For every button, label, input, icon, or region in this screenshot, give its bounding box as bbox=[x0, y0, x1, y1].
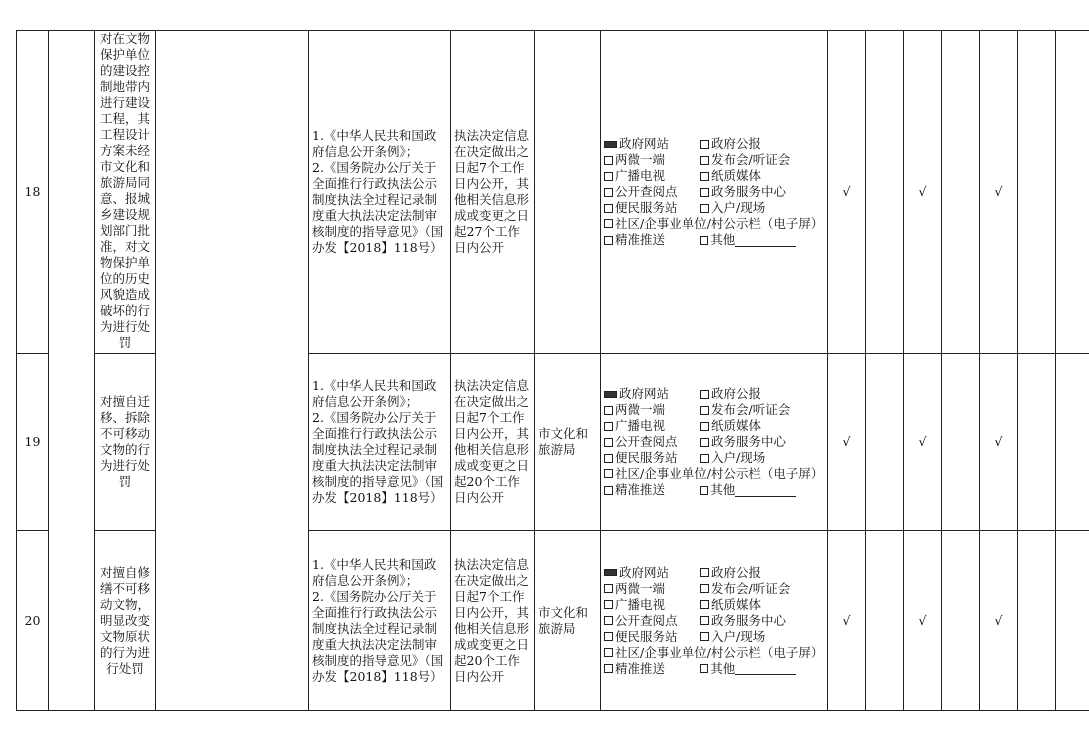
checkbox-icon bbox=[700, 188, 709, 197]
checkbox-icon bbox=[700, 204, 709, 213]
checkbox-icon bbox=[700, 172, 709, 181]
row-number: 18 bbox=[17, 31, 49, 354]
checkbox-icon bbox=[700, 438, 709, 447]
checkbox-icon bbox=[700, 664, 708, 673]
empty-cell bbox=[942, 31, 980, 354]
checkbox-icon bbox=[604, 156, 613, 165]
item-name: 对擅自迁移、拆除不可移动文物的行为进行处罚 bbox=[95, 354, 156, 531]
checked-box-icon bbox=[604, 391, 617, 398]
table-row bbox=[17, 31, 1089, 354]
checkbox-icon bbox=[604, 422, 613, 431]
checkbox-icon bbox=[604, 188, 613, 197]
empty-cell bbox=[1056, 354, 1089, 531]
checkbox-icon bbox=[604, 616, 613, 625]
checkbox-icon bbox=[700, 406, 709, 415]
checked-box-icon bbox=[604, 141, 617, 148]
check-mark: √ bbox=[904, 31, 942, 354]
channel-list: 政府网站 政府公报 两微一端 发布会/听证会 广播电视 纸质媒体 公开查阅点 政务服务中心 便民服务站 入户/现场 社区/企事业单位/村公示栏（电子屏） 精准推送 其他 bbox=[601, 31, 828, 354]
category-cell bbox=[49, 31, 95, 711]
checkbox-icon bbox=[700, 584, 709, 593]
time-limit: 执法决定信息在决定做出之日起7个工作日内公开，其他相关信息形成或变更之日起27个工作日内公开 bbox=[451, 31, 535, 354]
empty-cell bbox=[1018, 531, 1056, 711]
checkbox-icon bbox=[604, 600, 613, 609]
checkbox-icon bbox=[700, 422, 709, 431]
checkbox-icon bbox=[604, 219, 613, 228]
empty-cell bbox=[1018, 31, 1056, 354]
check-mark: √ bbox=[980, 31, 1018, 354]
checked-box-icon bbox=[604, 569, 617, 576]
checkbox-icon bbox=[604, 632, 613, 641]
empty-cell bbox=[1018, 354, 1056, 531]
checkbox-icon bbox=[700, 236, 708, 245]
row-number: 20 bbox=[17, 531, 49, 711]
law-basis: 1.《中华人民共和国政府信息公开条例》； 2.《国务院办公厅关于全面推行行政执法公示制度执法全过程记录制度重大执法决定法制审核制度的指导意见》（国办发【2018】118号） bbox=[309, 531, 451, 711]
empty-cell bbox=[942, 354, 980, 531]
check-mark: √ bbox=[828, 354, 866, 531]
empty-cell bbox=[866, 354, 904, 531]
department: 市文化和旅游局 bbox=[535, 354, 601, 531]
checkbox-icon bbox=[700, 486, 708, 495]
time-limit: 执法决定信息在决定做出之日起7个工作日内公开，其他相关信息形成或变更之日起20个工作日内公开 bbox=[451, 354, 535, 531]
time-limit: 执法决定信息在决定做出之日起7个工作日内公开，其他相关信息形成或变更之日起20个工作日内公开 bbox=[451, 531, 535, 711]
empty-cell bbox=[866, 31, 904, 354]
check-mark: √ bbox=[828, 531, 866, 711]
empty-cell bbox=[1056, 531, 1089, 711]
checkbox-icon bbox=[604, 486, 613, 495]
checkbox-icon bbox=[604, 664, 613, 673]
checkbox-icon bbox=[700, 568, 709, 577]
check-mark: √ bbox=[980, 531, 1018, 711]
checkbox-icon bbox=[604, 469, 613, 478]
item-name: 对擅自修缮不可移动文物，明显改变文物原状的行为进行处罚 bbox=[95, 531, 156, 711]
channel-list: 政府网站 政府公报 两微一端 发布会/听证会 广播电视 纸质媒体 公开查阅点 政务服务中心 便民服务站 入户/现场 社区/企事业单位/村公示栏（电子屏） 精准推送 其他 bbox=[601, 354, 828, 531]
checkbox-icon bbox=[700, 632, 709, 641]
checkbox-icon bbox=[604, 236, 613, 245]
checkbox-icon bbox=[604, 204, 613, 213]
checkbox-icon bbox=[700, 616, 709, 625]
checkbox-icon bbox=[604, 172, 613, 181]
law-basis: 1.《中华人民共和国政府信息公开条例》； 2.《国务院办公厅关于全面推行行政执法公示制度执法全过程记录制度重大执法决定法制审核制度的指导意见》（国办发【2018】118号） bbox=[309, 354, 451, 531]
department: 市文化和旅游局 bbox=[535, 531, 601, 711]
empty-cell bbox=[866, 531, 904, 711]
department bbox=[535, 31, 601, 354]
empty-cell bbox=[1056, 31, 1089, 354]
item-name: 对在文物保护单位的建设控制地带内进行建设工程，其工程设计方案未经市文化和旅游局同意、报城乡建设规划部门批准，对文物保护单位的历史风貌造成破坏的行为进行处罚 bbox=[95, 31, 156, 354]
empty-cell bbox=[942, 531, 980, 711]
checkbox-icon bbox=[700, 140, 709, 149]
check-mark: √ bbox=[904, 531, 942, 711]
basis-cell bbox=[156, 31, 309, 711]
checkbox-icon bbox=[604, 454, 613, 463]
checkbox-icon bbox=[700, 156, 709, 165]
checkbox-icon bbox=[604, 648, 613, 657]
disclosure-table bbox=[16, 30, 1089, 711]
checkbox-icon bbox=[700, 454, 709, 463]
law-basis: 1.《中华人民共和国政府信息公开条例》； 2.《国务院办公厅关于全面推行行政执法公示制度执法全过程记录制度重大执法决定法制审核制度的指导意见》（国办发【2018】118号） bbox=[309, 31, 451, 354]
row-number: 19 bbox=[17, 354, 49, 531]
checkbox-icon bbox=[700, 390, 709, 399]
check-mark: √ bbox=[980, 354, 1018, 531]
checkbox-icon bbox=[604, 584, 613, 593]
check-mark: √ bbox=[828, 31, 866, 354]
checkbox-icon bbox=[700, 600, 709, 609]
checkbox-icon bbox=[604, 438, 613, 447]
check-mark: √ bbox=[904, 354, 942, 531]
checkbox-icon bbox=[604, 406, 613, 415]
channel-list: 政府网站 政府公报 两微一端 发布会/听证会 广播电视 纸质媒体 公开查阅点 政务服务中心 便民服务站 入户/现场 社区/企事业单位/村公示栏（电子屏） 精准推送 其他 bbox=[601, 531, 828, 711]
